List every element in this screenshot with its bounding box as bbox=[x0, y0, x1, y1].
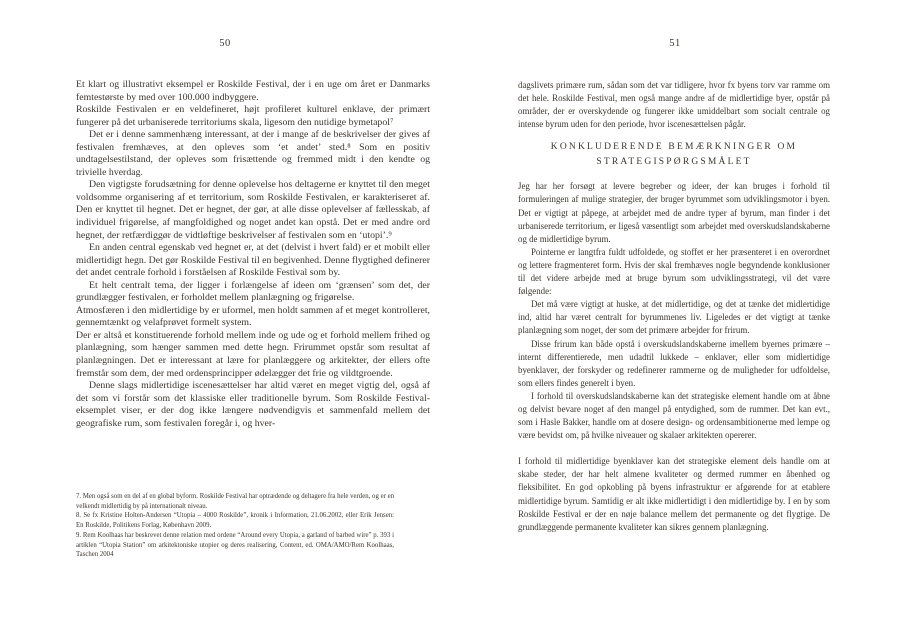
body-paragraph: En anden central egenskab ved hegnet er, at det (delvist i hvert fald) er et mobilt eller midlertidigt hegn. Det gør Roskilde Festival til en begivenhed. Denne flygtighed definerer det andet centrale forhold i forståelsen af Roskilde Festival som by. bbox=[76, 242, 430, 279]
body-paragraph: dagslivets primære rum, sådan som det var tidligere, hvor fx byens torv var ramme om det hele. Roskilde Festival, men også mange andre af de midlertidige byer, opstår på områder, der er overskydende og fungerer ikke umiddelbart som socialt centrale og intense byrum uden for den periode, hvor iscenesættelsen pågår. bbox=[518, 80, 830, 130]
body-paragraph: Et klart og illustrativt eksempel er Roskilde Festival, der i en uge om året er Danmarks femtestørste by med over 100.000 indbyggere. bbox=[76, 79, 430, 103]
body-paragraph: I forhold til overskudslandskaberne kan det strategiske element handle om at åbne og delvist bevare noget af den mangel på entydighed, som de rummer. Det kan evt., som i Hasle Bakker, handle om at dosere design- og ordensambitionerne med lempe og være bevidst om, på hvilke niveauer og skalaer arkitekten opererer. bbox=[518, 390, 830, 441]
body-paragraph: Roskilde Festivalen er en veldefineret, højt profileret kulturel enklave, der primært fungerer på det urbaniserede territoriums skala, ligesom den nutidige bymetapol⁷ bbox=[76, 104, 430, 128]
footnote-block bbox=[76, 492, 394, 560]
body-paragraph: Det må være vigtigt at huske, at det midlertidige, og det at tænke det midlertidige ind, altid har været centralt for byrummenes liv. Ligeledes er det vigtigt at tænke planlægning som noget, der som det primære arbejder for frirum. bbox=[518, 299, 830, 336]
page-number-right: 51 bbox=[669, 38, 681, 49]
left-page-text-block bbox=[76, 79, 430, 430]
body-paragraph: I forhold til midlertidige byenklaver kan det strategiske element dels handle om at skabe steder, der har helt almene kvaliteter og dermed rummer en åbenhed og fleksibilitet. En god opkobling på byens infrastruktur er afgørende for at etablere midlertidige byrum. Samtidig er alt ikke midlertidigt i den midlertidige by. I en by som Roskilde Festival er der en nøje balance mellem det permanente og det flygtige. De grundlæggende permanente kvaliteter kan sikres gennem planlægning. bbox=[518, 456, 830, 532]
right-page-text-block bbox=[518, 79, 830, 534]
section-heading: KONKLUDERENDE BEMÆRKNINGER OM STRATEGISPØRGSMÅLET bbox=[550, 142, 798, 168]
body-paragraph: Denne slags midlertidige iscenesættelser har altid været en meget vigtig del, også af det som vi forstår som det klassiske eller traditionelle byrum. Som Roskilde Festival-eksemplet viser, er der dog ikke længere nødvendigvis et sammenfald mellem det geografiske rum, som festivalen foregår i, og hver- bbox=[76, 380, 430, 429]
body-paragraph: Et helt centralt tema, der ligger i forlængelse af ideen om ‘grænsen’ som det, der grundlægger festivalen, er forholdet mellem planlægning og frigørelse. bbox=[76, 279, 430, 304]
body-paragraph: Den vigtigste forudsætning for denne oplevelse hos deltagerne er knyttet til den meget voldsomme organisering af et territorium, som Roskilde Festivalen, er karakteriseret af. Den er knyttet til hegnet. Det er hegnet, der gør, at alle disse oplevelser af fællesskab, af individuel frigørelse, af mangfoldighed og noget andet kan opstå. Det er med andre ord hegnet, der retfærdiggør de vidtløftige beskrivelser af festivalen som en ‘utopi’.⁹ bbox=[76, 179, 430, 241]
footnote: 9. Rem Koolhaas har beskrevet denne relation med ordene “Around every Utopia, a garland of barbed wire” p. 393 i artiklen “Utopia Station” om arkitektoniske utopier og deres realisering, Content, ed. OMA/AMO/Rem Koolhaas, Taschen 2004 bbox=[76, 531, 394, 559]
footnote: 8. Se fx Kristine Holten-Andersen “Utopia – 4000 Roskilde”, kronik i Information, 21.06.2002, eller Erik Jensen: En Roskilde, Politikens Forlag, København 2009. bbox=[76, 512, 394, 530]
footnote: 7. Men også som en del af en global byform. Roskilde Festival har optrædende og deltagere fra hele verden, og er en velkendt midlertidig by på internationalt niveau. bbox=[76, 493, 394, 510]
body-paragraph: Pointerne er langtfra fuldt udfoldede, og stoffet er her præsenteret i en overordnet og lettere fragmenteret form. Hvis der skal fremhæves nogle begyndende konklusioner til det videre arbejde med at bruge byrum som udviklingsstrategi, vil det være følgende: bbox=[518, 246, 830, 297]
body-paragraph: Jeg har her forsøgt at levere begreber og ideer, der kan bruges i forhold til formuleringen af mulige strategier, der bruger byrummet som udviklingsmotor i byen. Det er vigtigt at påpege, at arbejdet med de andre typer af byrum, man finder i det urbaniserede territorium, er ligeså væsentligt som arbejdet med overskudslandskaberne og de midlertidige byrum. bbox=[518, 181, 830, 244]
page-number-left: 50 bbox=[219, 38, 231, 49]
body-paragraph: Atmosfæren i den midlertidige by er uformel, men holdt sammen af et meget kontrolleret, gennemtænkt og velafprøvet formelt system. bbox=[76, 304, 430, 329]
body-paragraph: Det er i denne sammenhæng interessant, at der i mange af de beskrivelser der gives af festivalen fremhæves, at den opleves som ‘et andet’ sted.⁸ Som en positiv undtagelsestilstand, der opleves som frisættende og fremmed midt i den kendte og trivielle hverdag. bbox=[76, 129, 430, 178]
body-paragraph: Der er altså et konstituerende forhold mellem inde og ude og et forhold mellem frihed og planlægning, som hænger sammen med dette hegn. Frirummet opstår som resultat af planlægningen. Det er interessant at lære for planlæggere og arkitekter, der ellers ofte fremstår som dem, der med ordensprincipper ødelægger det frie og vildtgroende. bbox=[76, 329, 430, 379]
body-paragraph: Disse frirum kan både opstå i overskudslandskaberne imellem byernes primære – internt differentierede, men udadtil lukkede – enklaver, eller som midlertidige byenklaver, der forskyder og redefinerer rammerne og de muligheder for udfoldelse, som ellers findes generelt i byen. bbox=[518, 338, 830, 388]
